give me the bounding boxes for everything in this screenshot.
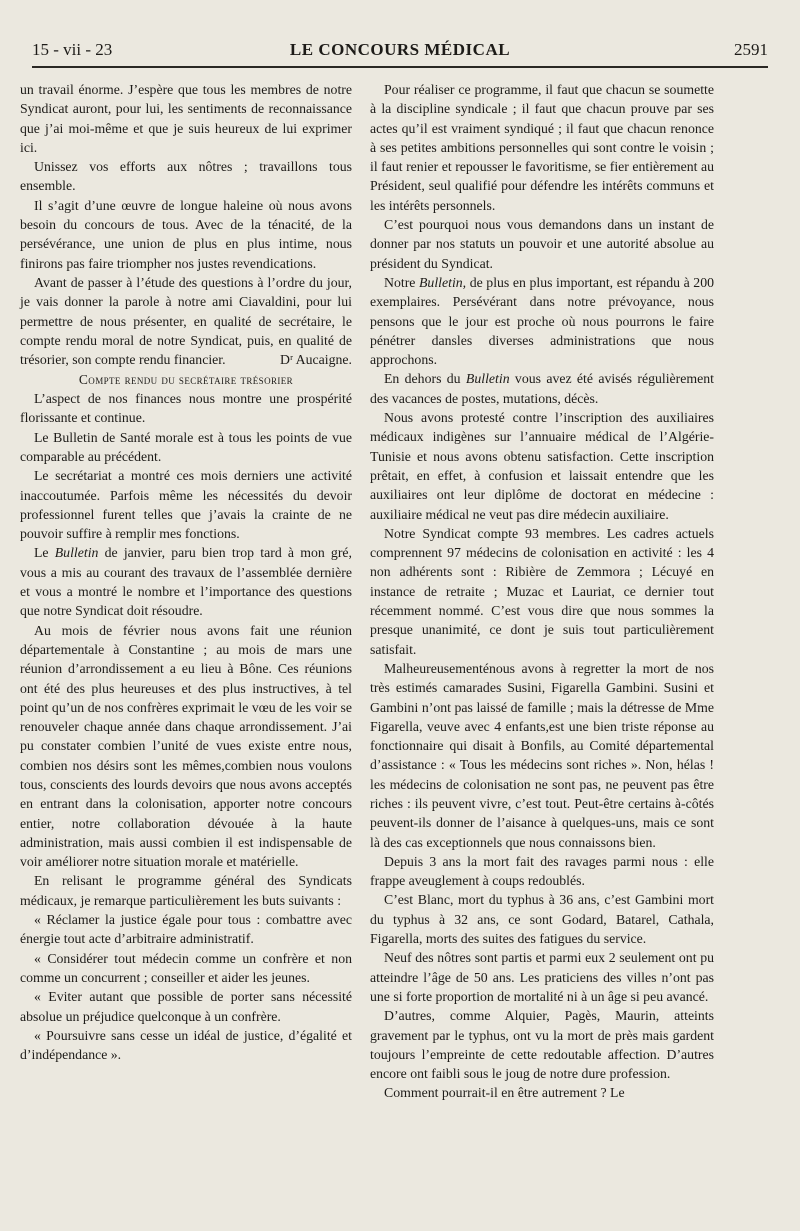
paragraph: Depuis 3 ans la mort fait des ravages parmi nous : elle frappe aveuglement à coups redoublés. — [370, 853, 714, 889]
paragraph: Nous avons protesté contre l’inscription des auxiliaires médicaux indigènes sur l’annuaire médical de l’Algérie-Tunisie et nous avons obtenu satisfaction. Cette inscription prêtait, en effet, à confusion et laissait entendre que les auxiliaires ont leur diplôme de doctorat en médecine : auxiliaire médical ne veut pas dire médecin auxiliaire. — [370, 410, 714, 522]
page-header — [32, 40, 768, 68]
text-run: En dehors du — [384, 371, 466, 387]
text-run: de janvier, paru bien trop tard à mon gré, vous a mis au courant des travaux de l’assemblée dernière et vous a montré le nombre et l’importance des questions que notre Syndicat doit résoudre. — [20, 545, 352, 619]
text-run: Le — [34, 545, 55, 561]
quote-paragraph: « Poursuivre sans cesse un idéal de justice, d’égalité et d’indépendance ». — [20, 1027, 352, 1063]
text-run: vous avez été avisés régulièrement des vacances de postes, mutations, décès. — [370, 371, 714, 406]
paragraph: un travail énorme. J’espère que tous les membres de notre Syndicat auront, pour lui, les sentiments de reconnaissance que j’ai moi-même et que je suis heureux de lui exprimer ici. — [20, 82, 352, 155]
italic-text: Bulletin — [465, 371, 510, 387]
italic-text: Bulletin — [54, 545, 99, 561]
paragraph: Unissez vos efforts aux nôtres ; travaillons tous ensemble. — [20, 159, 352, 194]
paragraph: Au mois de février nous avons fait une réunion départementale à Constantine ; au mois de mars une réunion d’arrondissement a eu lieu à Bône. Ces réunions ont été des plus heureuses et des plus instructives, à tel point qu’un de nos confrères exprimait le vœu de les voir se renouveler chaque année dans chaque arrondissement. J’ai pu constater combien l’unité de vues existe entre nous, combien nos désirs sont les mêmes,combien nous voulons tous, conscients des lourds devoirs que nous avons acceptés en entrant dans la colonisation, apporter notre concours entier, notre collaboration dévouée à la haute administration, mais aussi combien il est indispensable de voir améliorer notre situation morale et matérielle. — [20, 622, 352, 870]
quote-paragraph: « Considérer tout médecin comme un confrère et non comme un concurrent ; conseiller et aider les jeunes. — [20, 950, 352, 985]
paragraph: L’aspect de nos finances nous montre une prospérité florissante et continue. — [20, 391, 352, 426]
page-number: 2591 — [734, 40, 768, 59]
left-column — [20, 80, 352, 1064]
italic-text: Bulletin, — [419, 274, 467, 290]
paragraph: Comment pourrait-il en être autrement ? Le — [384, 1085, 625, 1101]
paragraph — [370, 273, 714, 369]
paragraph: Pour réaliser ce programme, il faut que chacun se soumette à la discipline syndicale ; il faut que chacun prouve par ses actes qu’il est vraiment syndiqué ; il faut que chacun renonce à ses petites ambitions personnelles qui sont contre le voisin ; il faut renier et repousser le favoritisme, se fier entièrement au Président, seul qualifié pour défendre les intérêts communs et les intérêts personnels. — [370, 82, 714, 213]
paragraph: Notre Syndicat compte 93 membres. Les cadres actuels comprennent 97 médecins de colonisation en activité : les 4 non adhérents sont : Ribière de Zemmora ; Lécuyé en instance de retraite ; Muzac et Lauriat, ce dernier tout récemment nommé. C’est vous dire que nous sommes la presque unanimité, ce dont je suis tout particulièrement satisfait. — [370, 525, 714, 657]
paragraph — [370, 369, 714, 408]
paragraph: Avant de passer à l’étude des questions à l’ordre du jour, je vais donner la parole à notre ami Ciavaldini, pour lui permettre de nous présenter, en qualité de secrétaire, le compte rendu moral de notre Syndicat, puis, en qualité de trésorier, son compte rendu financier. — [20, 274, 352, 368]
paragraph: Il s’agit d’une œuvre de longue haleine où nous avons besoin du concours de tous. Avec de la ténacité, de la persévérance, une union de plus en plus intime, nous finirons pas faire triompher nos justes revendications. — [20, 197, 352, 271]
paragraph — [20, 543, 352, 620]
right-column — [370, 80, 714, 1103]
paragraph: Malheureusementénous avons à regretter la mort de nos très estimés camarades Susini, Figarella Gambini. Susini et Gambini n’ont pas laissé de famille ; mais la détresse de Mme Figarella, veuve avec 4 enfants,est une bien triste réponse au fonctionnaire qui disait à Bonfils, au Comité départemental d’assistance : « Tous les médecins sont riches ». Non, hélas ! les médecins de colonisation ne sont pas, ne peuvent pas être riches : ils peuvent vivre, c’est tout. Peut-être certains à-côtés peuvent-ils donner de l’aisance à quelques-uns, mais ce sont là des cas exceptionnels que nous connaissons bien. — [370, 660, 714, 850]
paragraph: Le secrétariat a montré ces mois derniers une activité inaccoutumée. Parfois même les nécessités du devoir professionnel furent telles que j’avais la crainte de ne pouvoir suffire à remplir mes fonctions. — [20, 468, 352, 542]
signature: Dʳ Aucaigne. — [280, 352, 352, 368]
journal-title: LE CONCOURS MÉDICAL — [289, 40, 511, 59]
paragraph: En relisant le programme général des Syndicats médicaux, je remarque particulièrement les buts suivants : — [20, 873, 352, 908]
text-run: Notre — [384, 274, 419, 290]
paragraph: C’est pourquoi nous vous demandons dans un instant de donner par nos statuts un pouvoir et une autorité absolue au président du Syndicat. — [370, 217, 714, 271]
paragraph: D’autres, comme Alquier, Pagès, Maurin, atteints gravement par le typhus, ont vu la mort de près mais gardent toujours l’empreinte de cette redoutable affection. D’autres encore ont faibli sous le joug de notre dure profession. — [370, 1008, 714, 1082]
section-heading: Compte rendu du secrétaire trésorier — [78, 371, 294, 387]
paragraph: Neuf des nôtres sont partis et parmi eux 2 seulement ont pu atteindre l’âge de 50 ans. Les praticiens des villes n’ont pas une si forte proportion de mortalité ni à un âge si peu avancé. — [370, 950, 714, 1004]
text-run: de plus en plus important, est répandu à 200 exemplaires. Persévérant dans notre prévoyance, nous pensons que le jour est proche où nous pourrons le faire pénétrer dansles diverses administrations que nous approchons. — [370, 274, 714, 368]
header-date: 15 - vii - 23 — [32, 40, 113, 59]
paragraph: C’est Blanc, mort du typhus à 36 ans, c’est Gambini mort du typhus à 32 ans, ce sont Godard, Batarel, Cathala, Figarella, morts des suites des fatigues du service. — [370, 892, 714, 947]
paragraph: Le Bulletin de Santé morale est à tous les points de vue comparable au précédent. — [20, 429, 352, 464]
quote-paragraph: « Eviter autant que possible de porter sans nécessité absolue un préjudice quelconque à un confrère. — [20, 989, 352, 1024]
quote-paragraph: « Réclamer la justice égale pour tous : combattre avec énergie tout acte d’arbitraire administratif. — [20, 912, 352, 947]
